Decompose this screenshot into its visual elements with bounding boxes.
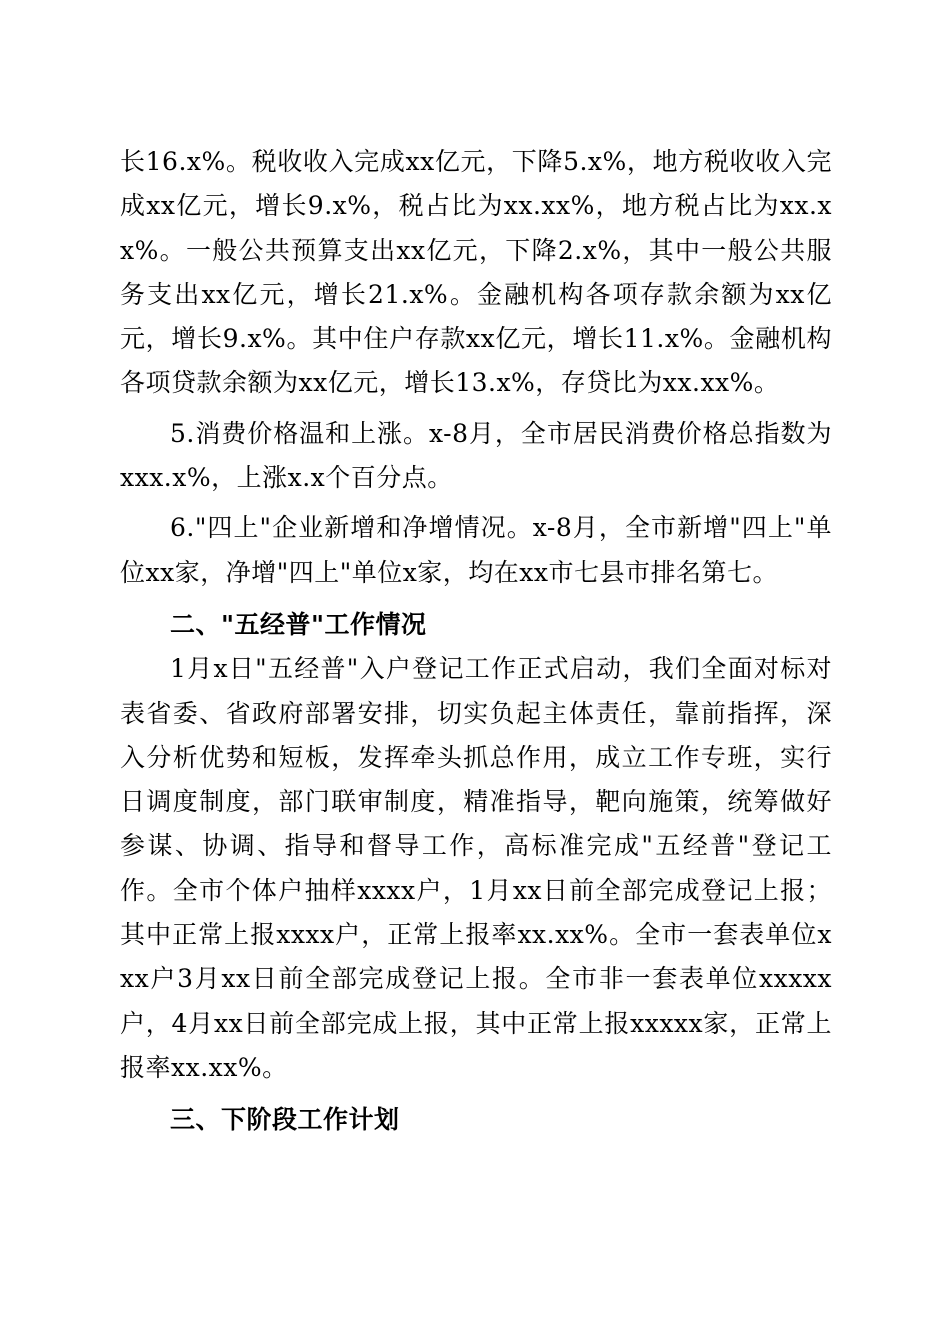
paragraph-enterprise-growth: 6."四上"企业新增和净增情况。x-8月，全市新增"四上"单位xx家，净增"四上"单位x家，均在xx市七县市排名第七。: [120, 513, 832, 587]
paragraph-fiscal-finance: 长16.x%。税收收入完成xx亿元，下降5.x%，地方税收收入完成xx亿元，增长9.x%，税占比为xx.xx%，地方税占比为xx.xx%。一般公共预算支出xx亿元，下降2.x%，其中一般公共服务支出xx亿元，增长21.x%。金融机构各项存款余额为xx亿元，增长9.x%。其中住户存款xx亿元，增长11.x%。金融机构各项贷款余额为xx亿元，增长13.x%，存贷比为xx.xx%。: [120, 147, 832, 398]
paragraph-economic-census: 1月x日"五经普"入户登记工作正式启动，我们全面对标对表省委、省政府部署安排，切实负起主体责任，靠前指挥，深入分析优势和短板，发挥牵头抓总作用，成立工作专班，实行日调度制度，部门联审制度，精准指导，靶向施策，统筹做好参谋、协调、指导和督导工作，高标准完成"五经普"登记工作。全市个体户抽样xxxx户，1月xx日前全部完成登记上报；其中正常上报xxxx户，正常上报率xx.xx%。全市一套表单位xxx户3月xx日前全部完成登记上报。全市非一套表单位xxxxx户，4月xx日前全部完成上报，其中正常上报xxxxx家，正常上报率xx.xx%。: [120, 654, 832, 1082]
heading-economic-census: 二、"五经普"工作情况: [170, 609, 427, 639]
document-body: [120, 140, 832, 1143]
paragraph-consumer-prices: 5.消费价格温和上涨。x-8月，全市居民消费价格总指数为xxx.x%，上涨x.x个百分点。: [120, 418, 832, 493]
heading-next-stage-plan: 三、下阶段工作计划: [170, 1105, 400, 1135]
